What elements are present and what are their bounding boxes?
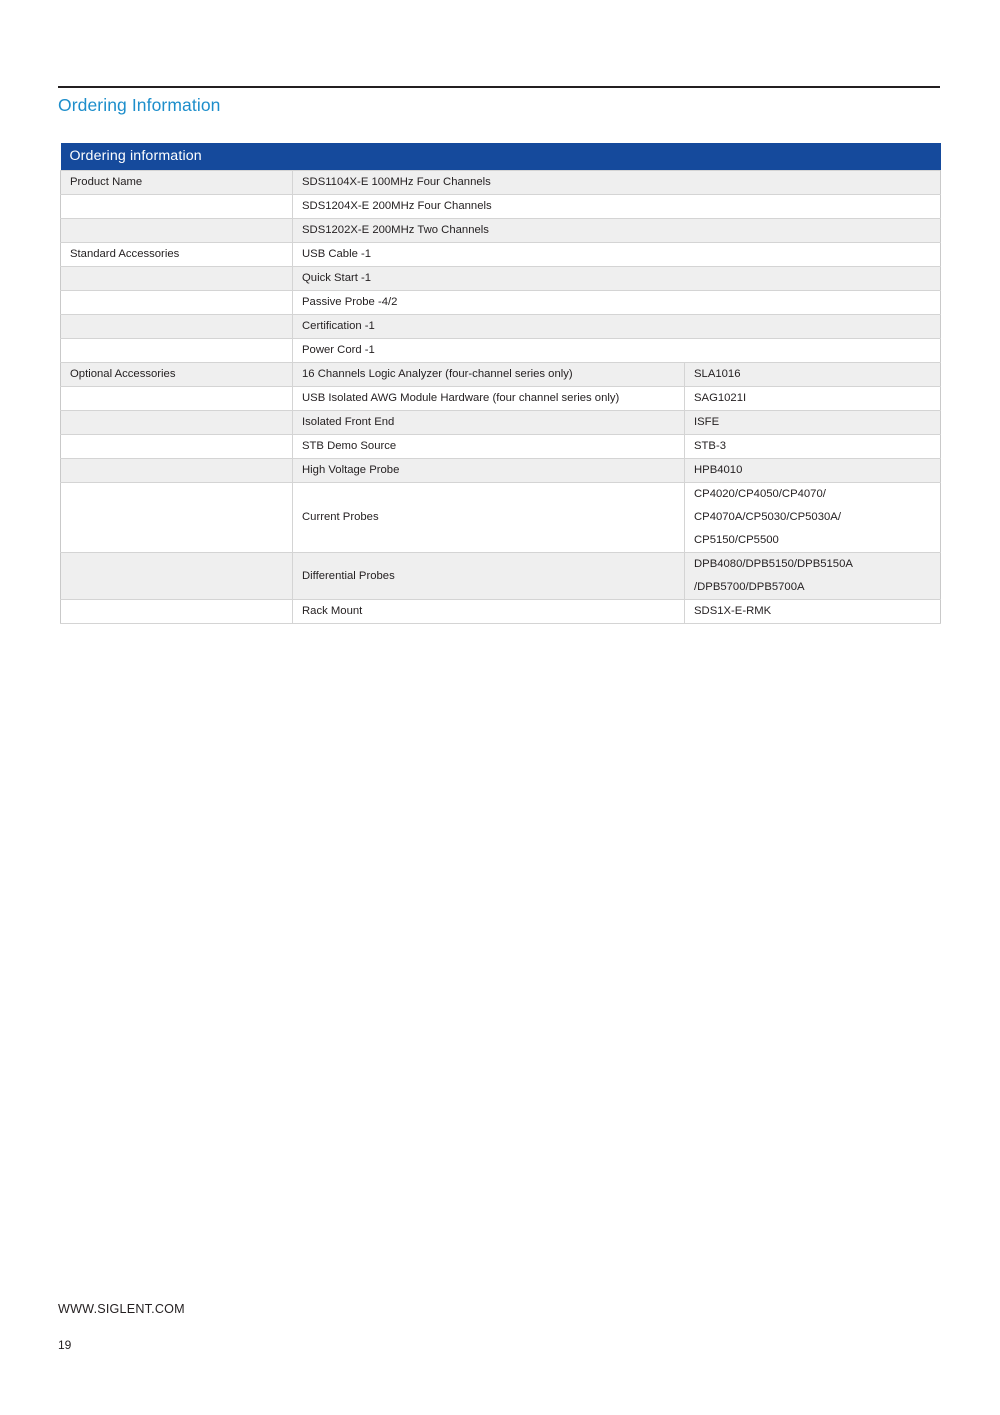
cell-item: SDS1202X-E 200MHz Two Channels — [293, 219, 941, 243]
cell-item: Power Cord -1 — [293, 339, 941, 363]
cell-item: Quick Start -1 — [293, 267, 941, 291]
cell-model: SDS1X-E-RMK — [685, 600, 941, 624]
cell-item: High Voltage Probe — [293, 459, 685, 483]
cell-category — [61, 600, 293, 624]
cell-model-line: CP4070A/CP5030/CP5030A/ — [694, 511, 841, 523]
cell-item: Rack Mount — [293, 600, 685, 624]
cell-category — [61, 267, 293, 291]
table-row — [61, 600, 941, 624]
cell-model-line: /DPB5700/DPB5700A — [694, 581, 805, 593]
cell-model: HPB4010 — [685, 459, 941, 483]
table-header-label: Ordering information — [61, 143, 941, 171]
cell-category — [61, 315, 293, 339]
cell-item: Isolated Front End — [293, 411, 685, 435]
cell-item: Differential Probes — [293, 553, 685, 600]
cell-model-line: CP4020/CP4050/CP4070/ — [694, 488, 826, 500]
table-row — [61, 171, 941, 195]
table-row — [61, 435, 941, 459]
cell-category — [61, 411, 293, 435]
table-row — [61, 459, 941, 483]
cell-category — [61, 553, 293, 600]
ordering-information-table — [60, 143, 941, 624]
table-row — [61, 483, 941, 553]
table-row — [61, 411, 941, 435]
cell-item: STB Demo Source — [293, 435, 685, 459]
cell-item: SDS1204X-E 200MHz Four Channels — [293, 195, 941, 219]
cell-item: USB Isolated AWG Module Hardware (four channel series only) — [293, 387, 685, 411]
cell-item: Current Probes — [293, 483, 685, 553]
cell-category — [61, 195, 293, 219]
cell-item: USB Cable -1 — [293, 243, 941, 267]
cell-category — [61, 291, 293, 315]
table-row — [61, 339, 941, 363]
cell-category: Optional Accessories — [61, 363, 293, 387]
table-row — [61, 219, 941, 243]
table-row — [61, 291, 941, 315]
cell-model: STB-3 — [685, 435, 941, 459]
table-row — [61, 267, 941, 291]
cell-item: Certification -1 — [293, 315, 941, 339]
cell-category: Standard Accessories — [61, 243, 293, 267]
cell-category — [61, 483, 293, 553]
cell-category — [61, 219, 293, 243]
page-title: Ordering Information — [58, 95, 221, 115]
cell-item: Passive Probe -4/2 — [293, 291, 941, 315]
footer-website-url: WWW.SIGLENT.COM — [58, 1302, 185, 1316]
cell-category — [61, 387, 293, 411]
table-row — [61, 195, 941, 219]
cell-item: SDS1104X-E 100MHz Four Channels — [293, 171, 941, 195]
cell-model: SLA1016 — [685, 363, 941, 387]
cell-model-line: CP5150/CP5500 — [694, 534, 779, 546]
cell-model — [685, 553, 941, 600]
table-row — [61, 243, 941, 267]
cell-category: Product Name — [61, 171, 293, 195]
cell-model: ISFE — [685, 411, 941, 435]
cell-model — [685, 483, 941, 553]
table-row — [61, 315, 941, 339]
cell-category — [61, 435, 293, 459]
cell-category — [61, 339, 293, 363]
cell-model-line: DPB4080/DPB5150/DPB5150A — [694, 558, 853, 570]
table-row — [61, 387, 941, 411]
section-top-rule — [58, 86, 940, 88]
table-row — [61, 363, 941, 387]
table-row — [61, 553, 941, 600]
cell-model: SAG1021I — [685, 387, 941, 411]
cell-item: 16 Channels Logic Analyzer (four-channel series only) — [293, 363, 685, 387]
ordering-information-table-wrapper — [60, 143, 940, 624]
footer-page-number: 19 — [58, 1338, 72, 1352]
table-header-row — [61, 143, 941, 171]
cell-category — [61, 459, 293, 483]
